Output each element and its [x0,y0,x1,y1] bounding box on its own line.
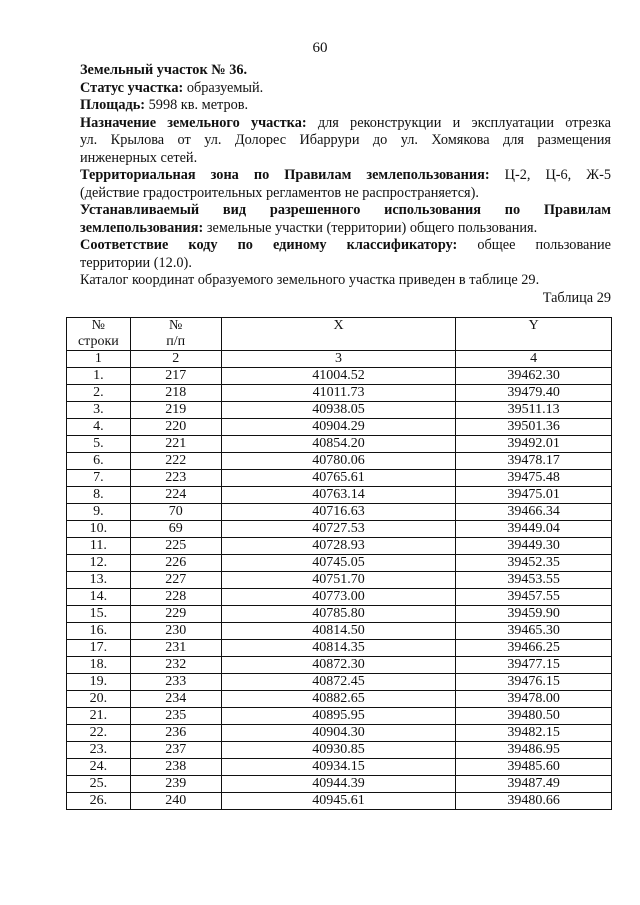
y-coordinate-cell: 39465.30 [456,623,612,640]
point-number-cell: 224 [130,487,221,504]
point-number-cell: 228 [130,589,221,606]
row-number-cell: 25. [67,776,131,793]
x-coordinate-cell: 40716.63 [221,504,456,521]
point-number-cell: 69 [130,521,221,538]
page-number: 60 [312,40,328,56]
point-number-cell: 225 [130,538,221,555]
table-row [67,776,612,793]
use-label: землепользования: [80,219,204,236]
x-coordinate-cell: 40904.29 [221,419,456,436]
x-coordinate-cell: 40944.39 [221,776,456,793]
status-value: образуемый. [186,79,264,96]
point-number-cell: 226 [130,555,221,572]
status-label: Статус участка: [80,79,184,96]
zone-label: Территориальная зона по Правилам землепользования: [80,167,490,183]
x-coordinate-cell: 40785.80 [221,606,456,623]
y-coordinate-cell: 39477.15 [456,657,612,674]
table-row [67,759,612,776]
x-coordinate-cell: 40854.20 [221,436,456,453]
row-number-cell: 12. [67,555,131,572]
code-line-2: территории (12.0). [80,254,192,271]
zone-note: (действие градостроительных регламентов не распространяется). [80,184,479,201]
area-line [80,97,611,115]
row-number-cell: 19. [67,674,131,691]
table-index-row [67,351,612,368]
row-number-cell: 8. [67,487,131,504]
y-coordinate-cell: 39478.17 [456,453,612,470]
point-number-cell: 234 [130,691,221,708]
table-row [67,623,612,640]
table-row [67,385,612,402]
zone-value: Ц-2, Ц-6, Ж-5 [504,167,611,183]
x-coordinate-cell: 40895.95 [221,708,456,725]
table-row [67,606,612,623]
x-coordinate-cell: 40872.45 [221,674,456,691]
point-number-cell: 227 [130,572,221,589]
point-number-cell: 231 [130,640,221,657]
x-coordinate-cell: 40814.50 [221,623,456,640]
purpose-value-1: для реконструкции и эксплуатации отрезка [317,114,611,131]
row-number-cell: 9. [67,504,131,521]
plot-title: Земельный участок № 36. [80,62,248,78]
point-number-cell: 229 [130,606,221,623]
y-coordinate-cell: 39475.01 [456,487,612,504]
x-coordinate-cell: 40763.14 [221,487,456,504]
row-number-cell: 11. [67,538,131,555]
table-row [67,402,612,419]
index-cell: 2 [130,351,221,368]
y-coordinate-cell: 39482.15 [456,725,612,742]
y-coordinate-cell: 39453.55 [456,572,612,589]
row-number-cell: 18. [67,657,131,674]
point-number-cell: 235 [130,708,221,725]
table-row [67,470,612,487]
header-row-number: № строки [67,318,131,351]
y-coordinate-cell: 39459.90 [456,606,612,623]
x-coordinate-cell: 41011.73 [221,385,456,402]
y-coordinate-cell: 39501.36 [456,419,612,436]
row-number-cell: 16. [67,623,131,640]
header-y: Y [456,318,612,351]
zone-line [80,167,611,185]
point-number-cell: 230 [130,623,221,640]
use-line-1: Устанавливаемый вид разрешенного использования по Правилам [80,202,611,218]
table-row [67,708,612,725]
purpose-line-1 [80,115,611,133]
point-number-cell: 237 [130,742,221,759]
x-coordinate-cell: 40934.15 [221,759,456,776]
x-coordinate-cell: 40745.05 [221,555,456,572]
point-number-cell: 240 [130,793,221,810]
point-number-cell: 223 [130,470,221,487]
point-number-cell: 218 [130,385,221,402]
table-row [67,674,612,691]
status-line [80,80,611,98]
x-coordinate-cell: 40728.93 [221,538,456,555]
plot-description [80,62,611,307]
y-coordinate-cell: 39478.00 [456,691,612,708]
x-coordinate-cell: 40765.61 [221,470,456,487]
y-coordinate-cell: 39457.55 [456,589,612,606]
row-number-cell: 2. [67,385,131,402]
point-number-cell: 222 [130,453,221,470]
table-row [67,572,612,589]
table-row [67,742,612,759]
x-coordinate-cell: 41004.52 [221,368,456,385]
row-number-cell: 20. [67,691,131,708]
index-cell: 3 [221,351,456,368]
row-number-cell: 10. [67,521,131,538]
table-row [67,538,612,555]
code-line-1 [80,237,611,255]
index-cell: 1 [67,351,131,368]
row-number-cell: 13. [67,572,131,589]
point-number-cell: 233 [130,674,221,691]
y-coordinate-cell: 39466.25 [456,640,612,657]
point-number-cell: 217 [130,368,221,385]
y-coordinate-cell: 39511.13 [456,402,612,419]
coordinates-table-body [67,368,612,810]
x-coordinate-cell: 40930.85 [221,742,456,759]
table-row [67,504,612,521]
table-header-row [67,318,612,351]
y-coordinate-cell: 39462.30 [456,368,612,385]
x-coordinate-cell: 40872.30 [221,657,456,674]
table-row [67,657,612,674]
row-number-cell: 3. [67,402,131,419]
row-number-cell: 14. [67,589,131,606]
header-point-number: № п/п [130,318,221,351]
row-number-cell: 5. [67,436,131,453]
row-number-cell: 6. [67,453,131,470]
y-coordinate-cell: 39492.01 [456,436,612,453]
row-number-cell: 7. [67,470,131,487]
table-row [67,725,612,742]
x-coordinate-cell: 40904.30 [221,725,456,742]
table-row [67,419,612,436]
header-x: X [221,318,456,351]
table-row [67,521,612,538]
y-coordinate-cell: 39479.40 [456,385,612,402]
area-value: 5998 кв. метров. [148,97,249,113]
y-coordinate-cell: 39452.35 [456,555,612,572]
row-number-cell: 1. [67,368,131,385]
x-coordinate-cell: 40773.00 [221,589,456,606]
y-coordinate-cell: 39475.48 [456,470,612,487]
table-row [67,691,612,708]
y-coordinate-cell: 39486.95 [456,742,612,759]
y-coordinate-cell: 39476.15 [456,674,612,691]
table-row [67,487,612,504]
code-value: общее пользование [477,237,612,253]
point-number-cell: 238 [130,759,221,776]
y-coordinate-cell: 39480.66 [456,793,612,810]
x-coordinate-cell: 40814.35 [221,640,456,657]
table-row [67,640,612,657]
table-row [67,793,612,810]
catalog-text: Каталог координат образуемого земельного участка приведен в таблице 29. [80,272,540,288]
y-coordinate-cell: 39487.49 [456,776,612,793]
row-number-cell: 15. [67,606,131,623]
table-row [67,436,612,453]
purpose-line-2: ул. Крылова от ул. Долорес Ибаррури до ул. Хомякова для размещения [80,132,611,148]
code-label: Соответствие коду по единому классификатору: [80,237,458,253]
row-number-cell: 21. [67,708,131,725]
x-coordinate-cell: 40945.61 [221,793,456,810]
row-number-cell: 22. [67,725,131,742]
y-coordinate-cell: 39480.50 [456,708,612,725]
index-cell: 4 [456,351,612,368]
point-number-cell: 239 [130,776,221,793]
row-number-cell: 26. [67,793,131,810]
point-number-cell: 220 [130,419,221,436]
x-coordinate-cell: 40751.70 [221,572,456,589]
x-coordinate-cell: 40727.53 [221,521,456,538]
area-label: Площадь: [80,97,146,113]
x-coordinate-cell: 40780.06 [221,453,456,470]
y-coordinate-cell: 39449.30 [456,538,612,555]
row-number-cell: 17. [67,640,131,657]
x-coordinate-cell: 40882.65 [221,691,456,708]
point-number-cell: 236 [130,725,221,742]
purpose-line-3: инженерных сетей. [80,149,198,166]
y-coordinate-cell: 39466.34 [456,504,612,521]
row-number-cell: 4. [67,419,131,436]
y-coordinate-cell: 39485.60 [456,759,612,776]
row-number-cell: 24. [67,759,131,776]
table-row [67,589,612,606]
point-number-cell: 219 [130,402,221,419]
point-number-cell: 221 [130,436,221,453]
table-label: Таблица 29 [542,289,611,306]
table-row [67,368,612,385]
use-line-2 [80,220,611,238]
table-row [67,555,612,572]
point-number-cell: 70 [130,504,221,521]
x-coordinate-cell: 40938.05 [221,402,456,419]
use-value: земельные участки (территории) общего пользования. [206,219,538,236]
y-coordinate-cell: 39449.04 [456,521,612,538]
coordinates-table [66,317,612,810]
purpose-label: Назначение земельного участка: [80,114,307,131]
row-number-cell: 23. [67,742,131,759]
table-row [67,453,612,470]
point-number-cell: 232 [130,657,221,674]
